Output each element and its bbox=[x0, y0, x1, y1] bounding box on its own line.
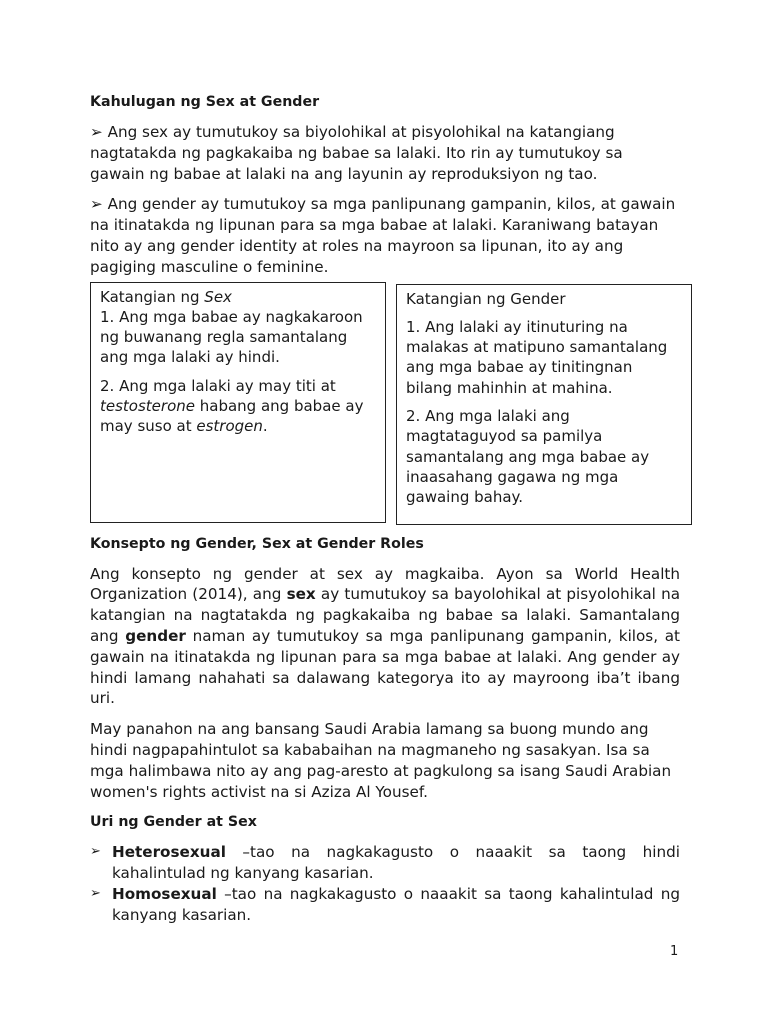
document-page bbox=[90, 92, 680, 926]
box-sex-title: Katangian ng Sex bbox=[100, 287, 232, 306]
arrow-bullet-icon: ➢ bbox=[90, 195, 103, 214]
arrow-bullet-icon: ➢ bbox=[90, 844, 101, 860]
box-katangian-gender bbox=[396, 284, 692, 525]
list-item-heterosexual: ➢ Heterosexual –tao na nagkakagusto o naaakit sa taong hindi kahalintulad ng kanyang kasarian. bbox=[90, 843, 680, 883]
paragraph-gender-definition bbox=[90, 194, 680, 277]
comparison-boxes bbox=[90, 282, 680, 526]
sex-definition-text: Ang sex ay tumutukoy sa biyolohikal at pisyolohikal na katangiang nagtatakda ng pagkakaiba ng babae sa lalaki. Ito rin ay tumutukoy sa gawain ng babae at lalaki na ang layunin ay reproduksiyon ng tao. bbox=[90, 123, 623, 183]
heading-uri: Uri ng Gender at Sex bbox=[90, 814, 257, 831]
box-gender-item-1: 1. Ang lalaki ay itinuturing na malakas at matipuno samantalang ang mga babae ay tinitingnan bilang mahinhin at mahina. bbox=[406, 317, 668, 397]
heading-kahulugan: Kahulugan ng Sex at Gender bbox=[90, 94, 320, 110]
gender-definition-text: Ang gender ay tumutukoy sa mga panlipunang gampanin, kilos, at gawain na itinatakda ng lipunan para sa mga babae at lalaki. Karaniwang batayan nito ay ang gender identity at roles na mayroon sa lipunan, ito ay ang pagiging masculine o feminine. bbox=[90, 195, 676, 276]
heading-konsepto: Konsepto ng Gender, Sex at Gender Roles bbox=[90, 535, 424, 552]
arrow-bullet-icon: ➢ bbox=[90, 123, 103, 141]
paragraph-konsepto: Ang konsepto ng gender at sex ay magkaiba. Ayon sa World Health Organization (2014), ang sex ay tumutukoy sa bayolohikal at pisyolohikal na katangian na nagtatakda ng pagkakaiba ng babae sa lalaki. Samantalang ang gender naman ay tumutukoy sa mga panlipunang gampanin, kilos, at gawain na itinatakda ng lipunan para sa mga babae at lalaki. Ang gender ay hindi lamang nahahati sa dalawang kategorya ito ay mayroong iba’t ibang uri. bbox=[90, 564, 680, 708]
box-sex-item-2: 2. Ang mga lalaki ay may titi at testosterone habang ang babae ay may suso at estrogen. bbox=[100, 376, 364, 436]
box-sex-item-1: 1. Ang mga babae ay nagkakaroon ng buwanang regla samantalang ang mga lalaki ay hindi. bbox=[100, 307, 363, 367]
page-number: 1 bbox=[670, 944, 679, 959]
arrow-bullet-icon: ➢ bbox=[90, 885, 101, 901]
list-item-homosexual: ➢ Homosexual –tao na nagkakagusto o naaakit sa taong kahalintulad ng kanyang kasarian. bbox=[90, 884, 680, 924]
box-katangian-sex bbox=[90, 282, 386, 523]
paragraph-saudi-arabia: May panahon na ang bansang Saudi Arabia lamang sa buong mundo ang hindi nagpapahintulot sa kababaihan na magmaneho ng sasakyan. Isa sa mga halimbawa nito ay ang pag-aresto at pagkulong sa isang Saudi Arabian women's rights activist na si Aziza Al Yousef. bbox=[90, 720, 672, 801]
box-gender-title: Katangian ng Gender bbox=[406, 289, 566, 308]
paragraph-sex-definition bbox=[90, 122, 680, 184]
gender-types-list bbox=[90, 842, 680, 925]
box-gender-item-2: 2. Ang mga lalaki ang magtataguyod sa pamilya samantalang ang mga babae ay inaasahang gagawa ng mga gawaing bahay. bbox=[406, 407, 650, 507]
